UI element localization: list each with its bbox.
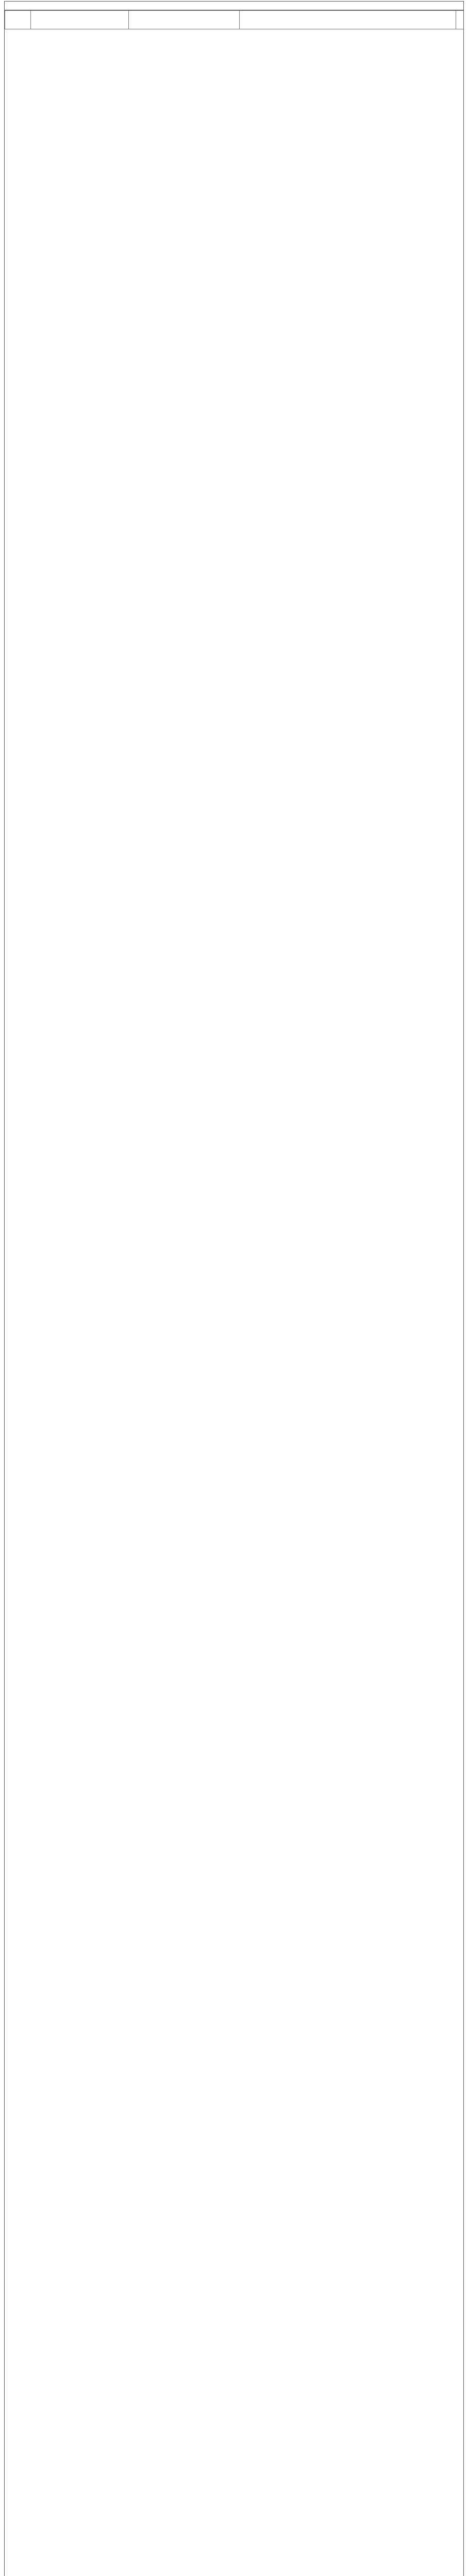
row-number-cell <box>5 11 31 29</box>
category-cell <box>31 11 129 29</box>
detail-cell <box>240 11 456 29</box>
table-row <box>5 11 464 29</box>
document-page <box>4 1 464 2576</box>
data-table <box>5 10 464 29</box>
item-name-cell <box>129 11 240 29</box>
table-body <box>5 11 464 29</box>
remark-cell <box>456 11 464 29</box>
page-header <box>5 2 463 10</box>
